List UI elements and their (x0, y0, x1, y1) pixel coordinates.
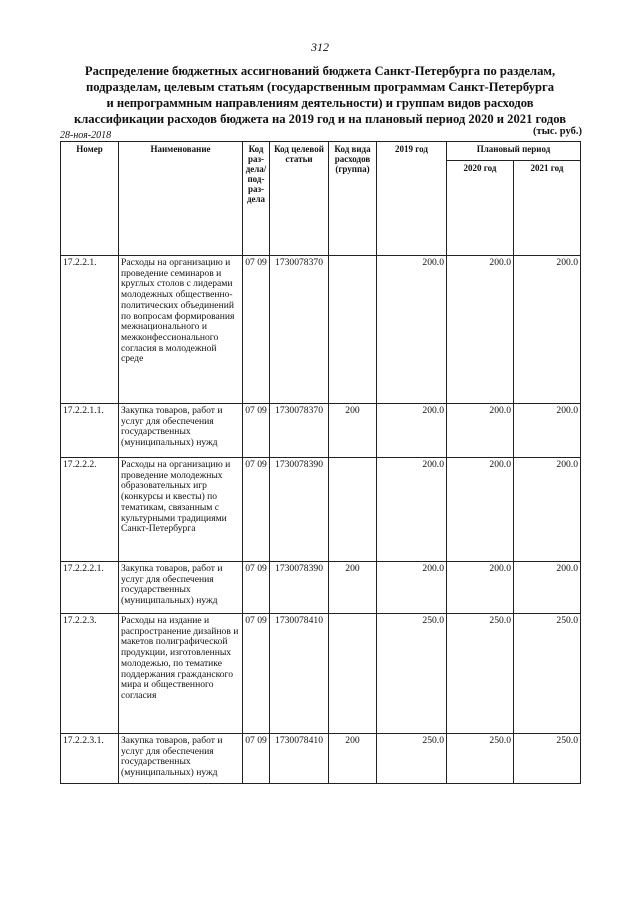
row-expense-code: 200 (329, 734, 377, 784)
header-planned-period: Плановый период (447, 142, 581, 161)
header-year-2020: 2020 год (447, 161, 514, 256)
subsection: 09 (257, 405, 267, 416)
row-2020: 200.0 (447, 256, 514, 404)
header-target-code: Код целевой статьи (270, 142, 329, 256)
document-date: 28-ноя-2018 (60, 130, 112, 141)
row-2019: 250.0 (377, 614, 447, 734)
row-target-code: 1730078410 (270, 734, 329, 784)
section: 07 (245, 735, 255, 746)
table-row (61, 404, 581, 458)
row-target-code: 1730078390 (270, 458, 329, 562)
row-2020: 250.0 (447, 614, 514, 734)
row-name: Расходы на организацию и проведение семинаров и круглых столов с лидерами молодежных общественно-политических объединений по вопросам формирования межнационального и межконфессионального согласия в молодежной среде (119, 256, 243, 404)
table-row (61, 734, 581, 784)
row-number: 17.2.2.2.1. (61, 562, 119, 614)
row-expense-code (329, 614, 377, 734)
subsection: 09 (257, 563, 267, 574)
row-number: 17.2.2.1.1. (61, 404, 119, 458)
row-2021: 200.0 (514, 458, 581, 562)
subsection: 09 (257, 615, 267, 626)
row-2021: 200.0 (514, 256, 581, 404)
title-line: Распределение бюджетных ассигнований бюджета Санкт-Петербурга по разделам, (84, 64, 556, 78)
row-number: 17.2.2.3.1. (61, 734, 119, 784)
row-section-code (243, 734, 270, 784)
row-section-code (243, 404, 270, 458)
row-section-code (243, 562, 270, 614)
table-row (61, 614, 581, 734)
header-expense-code: Код вида расходов (группа) (329, 142, 377, 256)
row-target-code: 1730078370 (270, 256, 329, 404)
table-row (61, 562, 581, 614)
row-name: Закупка товаров, работ и услуг для обеспечения государственных (муниципальных) нужд (119, 734, 243, 784)
header-section-code: Код раз-дела/ под-раз-дела (243, 142, 270, 256)
row-2020: 200.0 (447, 404, 514, 458)
row-target-code: 1730078370 (270, 404, 329, 458)
row-expense-code (329, 256, 377, 404)
page-number: 312 (311, 40, 329, 54)
section: 07 (245, 459, 255, 470)
units-label: (тыс. руб.) (533, 126, 582, 137)
section: 07 (245, 563, 255, 574)
row-2020: 200.0 (447, 562, 514, 614)
row-2019: 200.0 (377, 458, 447, 562)
row-target-code: 1730078410 (270, 614, 329, 734)
row-name: Закупка товаров, работ и услуг для обеспечения государственных (муниципальных) нужд (119, 404, 243, 458)
header-year-2019: 2019 год (377, 142, 447, 256)
row-2021: 250.0 (514, 614, 581, 734)
row-name: Расходы на организацию и проведение молодежных образовательных игр (конкурсы и квесты) по тематикам, связанным с культурными традициями Санкт-Петербурга (119, 458, 243, 562)
row-section-code (243, 256, 270, 404)
subsection: 09 (257, 257, 267, 268)
row-expense-code: 200 (329, 404, 377, 458)
row-2020: 250.0 (447, 734, 514, 784)
row-target-code: 1730078390 (270, 562, 329, 614)
table-row (61, 256, 581, 404)
title-line: подразделам, целевым статьям (государственным программам Санкт-Петербурга (85, 80, 555, 94)
row-2021: 200.0 (514, 404, 581, 458)
title-line: и непрограммным направлениям деятельности) и группам видов расходов (106, 96, 534, 110)
section: 07 (245, 257, 255, 268)
row-section-code (243, 458, 270, 562)
row-2019: 200.0 (377, 256, 447, 404)
header-name: Наименование (119, 142, 243, 256)
row-name: Расходы на издание и распространение дизайнов и макетов полиграфической продукции, изготовленных молодежью, по тематике поддержания гражданского мира и общественного согласия (119, 614, 243, 734)
subsection: 09 (257, 735, 267, 746)
budget-table (60, 141, 581, 784)
row-2019: 250.0 (377, 734, 447, 784)
row-2019: 200.0 (377, 404, 447, 458)
table-row (61, 458, 581, 562)
header-year-2021: 2021 год (514, 161, 581, 256)
row-number: 17.2.2.3. (61, 614, 119, 734)
subsection: 09 (257, 459, 267, 470)
row-number: 17.2.2.1. (61, 256, 119, 404)
row-expense-code (329, 458, 377, 562)
header-number: Номер (61, 142, 119, 256)
row-2019: 200.0 (377, 562, 447, 614)
row-expense-code: 200 (329, 562, 377, 614)
title-line: классификации расходов бюджета на 2019 год и на плановый период 2020 и 2021 годов (73, 112, 567, 126)
row-section-code (243, 614, 270, 734)
row-2021: 250.0 (514, 734, 581, 784)
row-2020: 200.0 (447, 458, 514, 562)
document-title (60, 63, 580, 127)
section: 07 (245, 615, 255, 626)
row-2021: 200.0 (514, 562, 581, 614)
row-number: 17.2.2.2. (61, 458, 119, 562)
section: 07 (245, 405, 255, 416)
row-name: Закупка товаров, работ и услуг для обеспечения государственных (муниципальных) нужд (119, 562, 243, 614)
